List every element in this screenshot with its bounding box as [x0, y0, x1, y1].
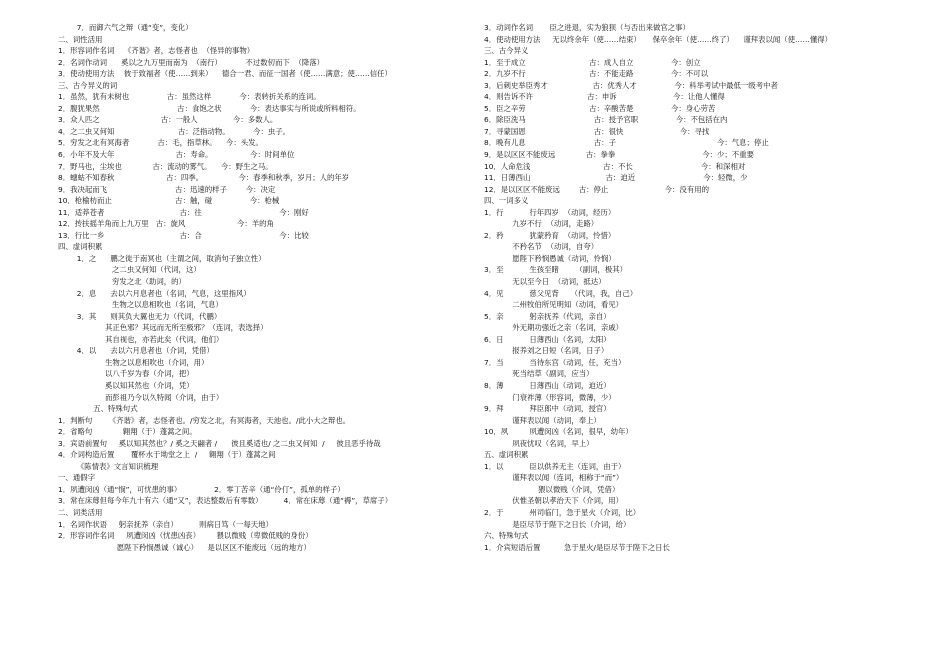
left-column-line: 五、特殊句式 — [58, 404, 138, 414]
right-column-line: 2．于 州司临门，急于星火（介词，比） — [484, 507, 641, 517]
right-column-line: 外无期功强近之亲（名词，亲戚） — [484, 323, 624, 333]
left-column-line: 二、词性活用 — [58, 34, 103, 44]
right-column-line: 10．夙 夙遭闵凶（名词，很早，幼年） — [484, 427, 633, 437]
right-column-line: 谨拜表以闻（连词，相称于“而”） — [484, 473, 624, 483]
left-column-line: 2．息 去以六月息者也（名词，气息，这里指风） — [58, 288, 251, 298]
left-column-line: 生物之以息相吹也（名词，气息） — [58, 300, 223, 310]
right-column-line: 8．晚有儿息 古：子 今：气息；停止 — [484, 138, 769, 148]
right-column-line: 五、虚词积累 — [484, 450, 529, 460]
right-column-line: 8．薄 日薄西山（动词，迫近） — [484, 380, 611, 390]
right-column-line: 四、一词多义 — [484, 196, 529, 206]
left-column-line: 三、古今异义的词 — [58, 80, 118, 90]
left-column-line: 1．形容词作名词 《齐谐》者，志怪者也 （怪异的事物） — [58, 46, 255, 56]
right-column-line: 猥以微贱（介词，凭借） — [484, 484, 620, 494]
right-column-line: 1．以 臣以供养无主（连词，由于） — [484, 461, 626, 471]
left-column-line: 4．之二虫又何知 古：泛指动物。 今：虫子。 — [58, 126, 291, 136]
right-column-line: 愿陛下矜悯愚诚（动词，怜悯） — [484, 253, 616, 263]
right-column-line: 死当结草（副词，应当） — [484, 369, 594, 379]
left-column-line: 2．名词作动词 奚以之九万里而南为 （南行） 不过数仞而下 （降落） — [58, 57, 325, 67]
left-column-line: 1．夙遭闵凶（通“悯”，可忧患的事） 2．零丁苦辛（通“伶仃”，孤单的样子） — [58, 484, 345, 494]
right-column-line: 9．是以区区不能废远 古：拳拳 今：少；不重要 — [484, 150, 754, 160]
left-column-line: 一、通假字 — [58, 473, 95, 483]
left-column-line: 3．众人匹之 古：一般人 今：多数人。 — [58, 115, 278, 125]
right-column-line: 12．是以区区不能废远 古：停止 今：没有用的 — [484, 184, 710, 194]
right-column-line: 5．亲 躬亲抚养（代词，亲自） — [484, 311, 611, 321]
left-column-line: 12．抟扶摇羊角而上九万里 古：旋风 今：羊的角 — [58, 219, 274, 229]
left-column-line: 1．判断句 《齐谐》者，志怪者也。/穷发之北，有冥海者，天池也。/此小大之辩也。 — [58, 415, 351, 425]
left-column-line: 《陈情表》文言知识梳理 — [58, 461, 159, 471]
left-column-line: 二、词类活用 — [58, 507, 103, 517]
right-column-line: 伏惟圣朝以孝治天下（介词，用） — [484, 496, 624, 506]
right-column-line: 1．行 行年四岁 （动词，经历） — [484, 207, 616, 217]
right-column-line: 4．见 慈父见背 （代词，我，自己） — [484, 288, 638, 298]
right-column-line: 7．寻蒙国恩 古：很快 今：寻找 — [484, 126, 710, 136]
left-column-line: 3．使动使用方法 彼于致福者（使……到来） 德合一君、而征一国者（使……满意；使……信任） — [58, 69, 392, 79]
left-column-line: 3．宾语前置句 奚以知其然也？/ 奚之天翮者 / 彼且奚适也/ 之二虫又何知 / 彼且恶乎待哉 — [58, 438, 381, 448]
left-column-line: 13．行比一乡 古：合 今：比较 — [58, 230, 309, 240]
left-column-line: 其自视也，亦若此矣（代词，他们） — [58, 334, 224, 344]
left-column-line: 5．穷发之北有冥海者 古：毛，指草林。 今：头发。 — [58, 138, 263, 148]
right-column-line: 2．矜 犹蒙矜育 （动词，怜惜） — [484, 230, 616, 240]
right-column-line: 3．至 生孩至睹 （副词，极其） — [484, 265, 628, 275]
left-column-line: 3．常在床蓐但每今年九十有六（通“又”，表达整数后有零数） 4．常在床蓐（通“褥”，草席子） — [58, 496, 393, 506]
left-column-line: 四、虚词积累 — [58, 242, 103, 252]
left-column-line: 7．而御六气之辩（通“变”，变化） — [58, 23, 193, 32]
left-column-line: 2．形容词作名词 夙遭闵凶（忧患凶丧） 猥以微贱（卑微低贱的身份） — [58, 531, 313, 541]
right-column-line: 1．介宾短语后置 急于星火/是臣尽节于陛下之日长 — [484, 542, 670, 552]
right-column-line: 无以至今日 （动词，抵达） — [484, 277, 606, 287]
right-column-line: 三、古今异义 — [484, 46, 529, 56]
right-column-line: 2．九岁不行 古：不能走路 今：不可以 — [484, 69, 708, 79]
right-column-line: 3．后刺史举臣秀才 古：优秀人才 今：科举考试中最低一级考中者 — [484, 80, 778, 90]
left-column-line: 1．名词作状语 躬亲抚养（亲自） 则病日笃（一每天地） — [58, 519, 273, 529]
right-column-line: 不矜名节 （动词，自夸） — [484, 242, 599, 252]
right-column-line: 谨拜表以闻（动词，奉上） — [484, 415, 601, 425]
right-column-line: 7．当 当待东宫（动词，任，充当） — [484, 357, 626, 367]
right-column-line: 九岁不行 （动词，走路） — [484, 219, 599, 229]
left-column-line: 奚以知其然也（介词，凭） — [58, 380, 194, 390]
right-column — [484, 22, 924, 553]
left-column-line: 9．我决起而飞 古：迅速的样子 今：决定 — [58, 184, 276, 194]
right-column-line: 1．至于成立 古：成人自立 今：创立 — [484, 57, 701, 67]
left-column-line: 1．之 鹏之徙于南冥也（主谓之间，取消句子独立性） — [58, 253, 266, 263]
left-column-line: 4．以 去以六月息者也（介词，凭借） — [58, 346, 214, 356]
right-column-line: 门衰祚薄（形容词，微薄，少） — [484, 392, 616, 402]
right-column-line: 6．除臣洗马 古：授予官职 今：不包括在内 — [484, 115, 728, 125]
left-column-line: 3．其 则其负大翼也无力（代词，代鹏） — [58, 311, 222, 321]
right-column-line: 是臣尽节于陛下之日长（介词，给） — [484, 519, 631, 529]
left-column-line: 7．野马也，尘埃也 古：流动的雾气。 今：野生之马。 — [58, 161, 273, 171]
left-column-line: 其正色邪？其远而无所至极邪？（连词，表选择） — [58, 323, 268, 333]
right-column-line: 5．臣之辛劳 古：辛酸苦楚 今：身心劳苦 — [484, 103, 716, 113]
right-column-line: 10．人命危浅 古：不长 今：和深相对 — [484, 161, 746, 171]
left-column-line: 2．腹犹果然 古：食饱之状 今：表达事实与所说或所料相符。 — [58, 103, 361, 113]
left-column-line: 生物之以息相吹也（介词，用） — [58, 357, 209, 367]
left-column-line: 以八千岁为春（介词，把） — [58, 369, 194, 379]
right-column-line: 11．日薄西山 古：迫近 今：轻微，少 — [484, 173, 748, 183]
left-column-line: 6．小年不及大年 古：寿命。 今：时间单位 — [58, 150, 295, 160]
right-column-line: 夙夜忧叹（名词，早上） — [484, 438, 594, 448]
right-column-line: 3．动词作名词 臣之进退，实为狼狈（与否出来做官之事） — [484, 23, 690, 32]
left-column-line: 4．介词构造后置 覆杯水于坳堂之上 / 翱翔（于）蓬蒿之间 — [58, 450, 276, 460]
left-column-line: 10．枪榆枋而止 古：触，碰 今：枪械 — [58, 196, 280, 206]
right-column-line: 9．拜 拜臣郎中（动词，授官） — [484, 404, 611, 414]
left-column-line: 8．蟪蛄不知春秋 古：四季。 今：春季和秋季，岁月；人的年岁 — [58, 173, 350, 183]
right-column-line: 六、特殊句式 — [484, 531, 529, 541]
right-column-line: 报养刘之日短（名词，日子） — [484, 346, 609, 356]
left-column-line: 之二虫又何知（代词，这） — [58, 265, 201, 275]
right-column-line: 4．使动使用方法 无以终余年（使……结束） 保卒余年（使……终了） 谨拜表以闻（使……懂得） — [484, 34, 833, 44]
right-column-line: 4．则告诉不许 古：申诉 今：让他人懂得 — [484, 92, 725, 102]
left-column-line: 穷发之北（助词，的） — [58, 277, 186, 287]
right-column-line: 6．日 日薄西山（名词，太阳） — [484, 334, 611, 344]
left-column-line: 而彭祖乃今以久特闻（介词，由于） — [58, 392, 224, 402]
left-column-line: 愿陛下矜悯愚诚（诚心） 是以区区不能废远（远的地方） — [58, 542, 311, 552]
left-column-line: 11．适莽苍者 古：往 今：刚好 — [58, 207, 309, 217]
left-column — [58, 22, 498, 553]
left-column-line: 1．虽然，犹有未树也 古：虽然这样 今：表转折关系的连词。 — [58, 92, 321, 102]
right-column-line: 二州牧伯所见明知（动词，看见） — [484, 300, 624, 310]
left-column-line: 2．省略句 翱翔（于）蓬蒿之间。 — [58, 427, 197, 437]
